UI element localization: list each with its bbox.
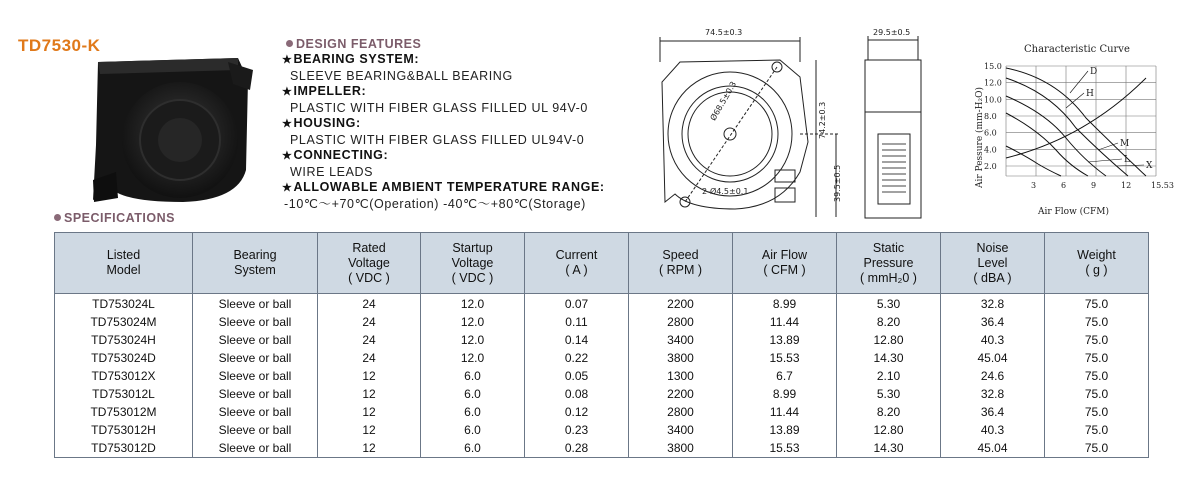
table-row (55, 349, 1149, 367)
table-cell: 12 (318, 421, 421, 439)
table-cell: 12.0 (421, 294, 525, 314)
dim-inner-label: Ø68.5±0.3 (708, 80, 739, 123)
header-line: Voltage (451, 255, 494, 270)
design-features-heading (286, 37, 421, 51)
feature-value: PLASTIC WITH FIBER GLASS FILLED UL 94V-0 (290, 100, 588, 115)
curve-line-m (1006, 96, 1106, 176)
table-row (55, 439, 1149, 458)
specifications-table (54, 232, 1149, 458)
header-line: ( VDC ) (348, 270, 390, 285)
table-cell: 75.0 (1045, 349, 1149, 367)
table-cell: 75.0 (1045, 331, 1149, 349)
table-cell: 75.0 (1045, 385, 1149, 403)
table-cell: 6.0 (421, 421, 525, 439)
curve-label-m: M (1120, 139, 1130, 149)
table-cell: TD753024L (55, 294, 193, 314)
table-cell: 3400 (629, 331, 733, 349)
table-cell: 14.30 (837, 439, 941, 458)
table-cell: 40.3 (941, 331, 1045, 349)
table-cell: 24 (318, 313, 421, 331)
curve-label-d: D (1090, 67, 1098, 77)
table-cell: 2200 (629, 294, 733, 314)
table-cell: 1300 (629, 367, 733, 385)
header-line: Listed (106, 248, 141, 262)
table-cell: 12 (318, 367, 421, 385)
model-title: TD7530-K (18, 36, 101, 55)
header-line: Model (106, 263, 141, 277)
table-cell: 0.12 (525, 403, 629, 421)
x-tick-label: 6 (1061, 181, 1067, 190)
table-cell: 40.3 (941, 421, 1045, 439)
table-cell: 6.0 (421, 403, 525, 421)
table-cell: TD753012D (55, 439, 193, 458)
curve-title: Characteristic Curve (1024, 44, 1130, 55)
table-cell: 12.0 (421, 313, 525, 331)
table-header-cell (55, 233, 193, 294)
x-tick-label: 9 (1091, 181, 1097, 190)
header-line: ( dBA ) (973, 270, 1012, 285)
table-cell: 0.05 (525, 367, 629, 385)
y-tick-label: 2.0 (984, 162, 997, 171)
table-header-cell (733, 233, 837, 294)
table-cell: 6.7 (733, 367, 837, 385)
table-cell: 11.44 (733, 313, 837, 331)
table-cell: 12.80 (837, 421, 941, 439)
table-row (55, 294, 1149, 314)
table-cell: 12 (318, 385, 421, 403)
blower-fan-photo (88, 50, 258, 210)
table-cell: 2800 (629, 313, 733, 331)
dim-width-label: 74.5±0.3 (705, 28, 743, 37)
table-cell: Sleeve or ball (193, 421, 318, 439)
header-line: Weight (1077, 248, 1116, 262)
table-cell: 15.53 (733, 349, 837, 367)
feature-value: SLEEVE BEARING&BALL BEARING (290, 68, 513, 83)
table-cell: Sleeve or ball (193, 403, 318, 421)
feature-label: ★ BEARING SYSTEM: (282, 52, 662, 69)
table-cell: 12 (318, 403, 421, 421)
header-line: Speed (662, 248, 699, 262)
table-cell: 2200 (629, 385, 733, 403)
header-line: Rated (352, 240, 386, 255)
table-row (55, 367, 1149, 385)
table-cell: 0.07 (525, 294, 629, 314)
table-cell: 24.6 (941, 367, 1045, 385)
table-cell: 11.44 (733, 403, 837, 421)
table-header-cell (525, 233, 629, 294)
table-row (55, 385, 1149, 403)
header-line: ( CFM ) (763, 263, 806, 277)
curve-label-x: X (1146, 161, 1153, 171)
feature-value: -10℃～+70℃(Operation) -40℃～+80℃(Storage) (284, 196, 586, 211)
header-line: Voltage (348, 255, 390, 270)
feature-label: ★ ALLOWABLE AMBIENT TEMPERATURE RANGE: (282, 180, 662, 197)
feature-label: ★ IMPELLER: (282, 84, 662, 101)
table-cell: TD753012H (55, 421, 193, 439)
curve-label-h: H (1086, 89, 1094, 99)
table-cell: Sleeve or ball (193, 294, 318, 314)
table-cell: 3800 (629, 349, 733, 367)
table-cell: 12.0 (421, 331, 525, 349)
y-tick-label: 6.0 (984, 128, 997, 138)
table-cell: 75.0 (1045, 403, 1149, 421)
table-cell: 12.80 (837, 331, 941, 349)
curve-line-x (1006, 146, 1061, 176)
table-cell: 3800 (629, 439, 733, 458)
table-cell: 32.8 (941, 385, 1045, 403)
curve-label-l: L (1124, 155, 1130, 165)
table-row (55, 313, 1149, 331)
characteristic-curve (966, 38, 1186, 224)
dim-depth-label: 29.5±0.5 (873, 28, 911, 37)
header-line: Current (555, 248, 598, 262)
table-cell: 75.0 (1045, 313, 1149, 331)
table-cell: 0.28 (525, 439, 629, 458)
dim-offset-label: 39.5±0.5 (833, 164, 842, 202)
bullet-icon (286, 40, 293, 47)
specifications-heading (54, 211, 175, 225)
table-cell: 75.0 (1045, 367, 1149, 385)
table-cell: 24 (318, 294, 421, 314)
table-header-row (55, 233, 1149, 294)
table-cell: TD753012M (55, 403, 193, 421)
table-header-cell (318, 233, 421, 294)
table-cell: 8.20 (837, 313, 941, 331)
table-cell: 75.0 (1045, 294, 1149, 314)
table-cell: TD753024D (55, 349, 193, 367)
y-tick-label: 4.0 (984, 145, 997, 155)
table-header-cell (941, 233, 1045, 294)
table-cell: 14.30 (837, 349, 941, 367)
x-tick-label: 12 (1121, 181, 1132, 190)
y-tick-label: 12.0 (984, 78, 1002, 88)
y-tick-label: 10.0 (984, 95, 1002, 105)
table-row (55, 421, 1149, 439)
table-cell: 12.0 (421, 349, 525, 367)
table-cell: 0.11 (525, 313, 629, 331)
feature-value: PLASTIC WITH FIBER GLASS FILLED UL94V-0 (290, 132, 585, 147)
table-cell: TD753024H (55, 331, 193, 349)
header-line: ( VDC ) (451, 270, 494, 285)
table-row (55, 403, 1149, 421)
table-cell: 36.4 (941, 313, 1045, 331)
table-cell: 8.99 (733, 294, 837, 314)
header-line: Noise (976, 240, 1009, 255)
dimension-drawing (640, 22, 960, 224)
table-cell: 6.0 (421, 367, 525, 385)
table-cell: 3400 (629, 421, 733, 439)
header-line: ( mmH₂0 ) (860, 270, 917, 285)
table-cell: 75.0 (1045, 439, 1149, 458)
table-cell: 15.53 (733, 439, 837, 458)
table-cell: 13.89 (733, 421, 837, 439)
table-cell: 6.0 (421, 385, 525, 403)
design-features-list (282, 52, 662, 212)
y-tick-label: 15.0 (984, 62, 1002, 71)
feature-value: WIRE LEADS (290, 164, 374, 179)
header-line: ( g ) (1085, 263, 1108, 277)
table-cell: 45.04 (941, 349, 1045, 367)
table-cell: 32.8 (941, 294, 1045, 314)
header-line: Startup (452, 240, 493, 255)
table-cell: Sleeve or ball (193, 313, 318, 331)
table-header-cell (837, 233, 941, 294)
table-cell: 0.23 (525, 421, 629, 439)
table-cell: TD753024M (55, 313, 193, 331)
table-cell: Sleeve or ball (193, 331, 318, 349)
x-tick-label: 15.53 (1151, 181, 1174, 190)
table-cell: Sleeve or ball (193, 385, 318, 403)
table-cell: Sleeve or ball (193, 349, 318, 367)
table-cell: Sleeve or ball (193, 367, 318, 385)
header-line: Pressure (863, 255, 914, 270)
bullet-icon (54, 214, 61, 221)
header-line: Static (872, 240, 905, 255)
table-cell: 6.0 (421, 439, 525, 458)
table-cell: 0.08 (525, 385, 629, 403)
table-cell: 8.99 (733, 385, 837, 403)
table-cell: 2800 (629, 403, 733, 421)
table-cell: 36.4 (941, 403, 1045, 421)
header-line: Level (977, 255, 1008, 270)
feature-label: ★ HOUSING: (282, 116, 662, 133)
table-cell: 13.89 (733, 331, 837, 349)
header-line: Air Flow (761, 248, 808, 262)
curve-xlabel: Air Flow (CFM) (1038, 207, 1110, 217)
table-cell: 75.0 (1045, 421, 1149, 439)
table-header-cell (1045, 233, 1149, 294)
table-cell: 8.20 (837, 403, 941, 421)
table-cell: TD753012L (55, 385, 193, 403)
header-line: Bearing (233, 248, 277, 262)
y-tick-label: 8.0 (984, 112, 997, 121)
table-cell: TD753012X (55, 367, 193, 385)
x-tick-label: 3 (1031, 181, 1037, 190)
table-cell: 5.30 (837, 294, 941, 314)
header-line: ( A ) (565, 263, 588, 277)
table-cell: 5.30 (837, 385, 941, 403)
table-cell: 24 (318, 349, 421, 367)
dim-height-label: 74.2±0.3 (818, 101, 827, 139)
table-row (55, 331, 1149, 349)
table-cell: Sleeve or ball (193, 439, 318, 458)
table-cell: 45.04 (941, 439, 1045, 458)
dim-holes-label: 2-Ø4.5±0.1 (702, 187, 749, 196)
feature-label: ★ CONNECTING: (282, 148, 662, 165)
table-cell: 24 (318, 331, 421, 349)
table-header-cell (629, 233, 733, 294)
header-line: ( RPM ) (658, 263, 703, 277)
table-header-cell (193, 233, 318, 294)
design-features-title: DESIGN FEATURES (296, 37, 422, 51)
curve-ylabel: Air Pessure (mm-H₂O) (975, 86, 985, 188)
table-cell: 12 (318, 439, 421, 458)
header-line: System (234, 263, 276, 277)
table-cell: 0.14 (525, 331, 629, 349)
specifications-title: SPECIFICATIONS (64, 211, 175, 225)
table-cell: 2.10 (837, 367, 941, 385)
table-header-cell (421, 233, 525, 294)
table-cell: 0.22 (525, 349, 629, 367)
